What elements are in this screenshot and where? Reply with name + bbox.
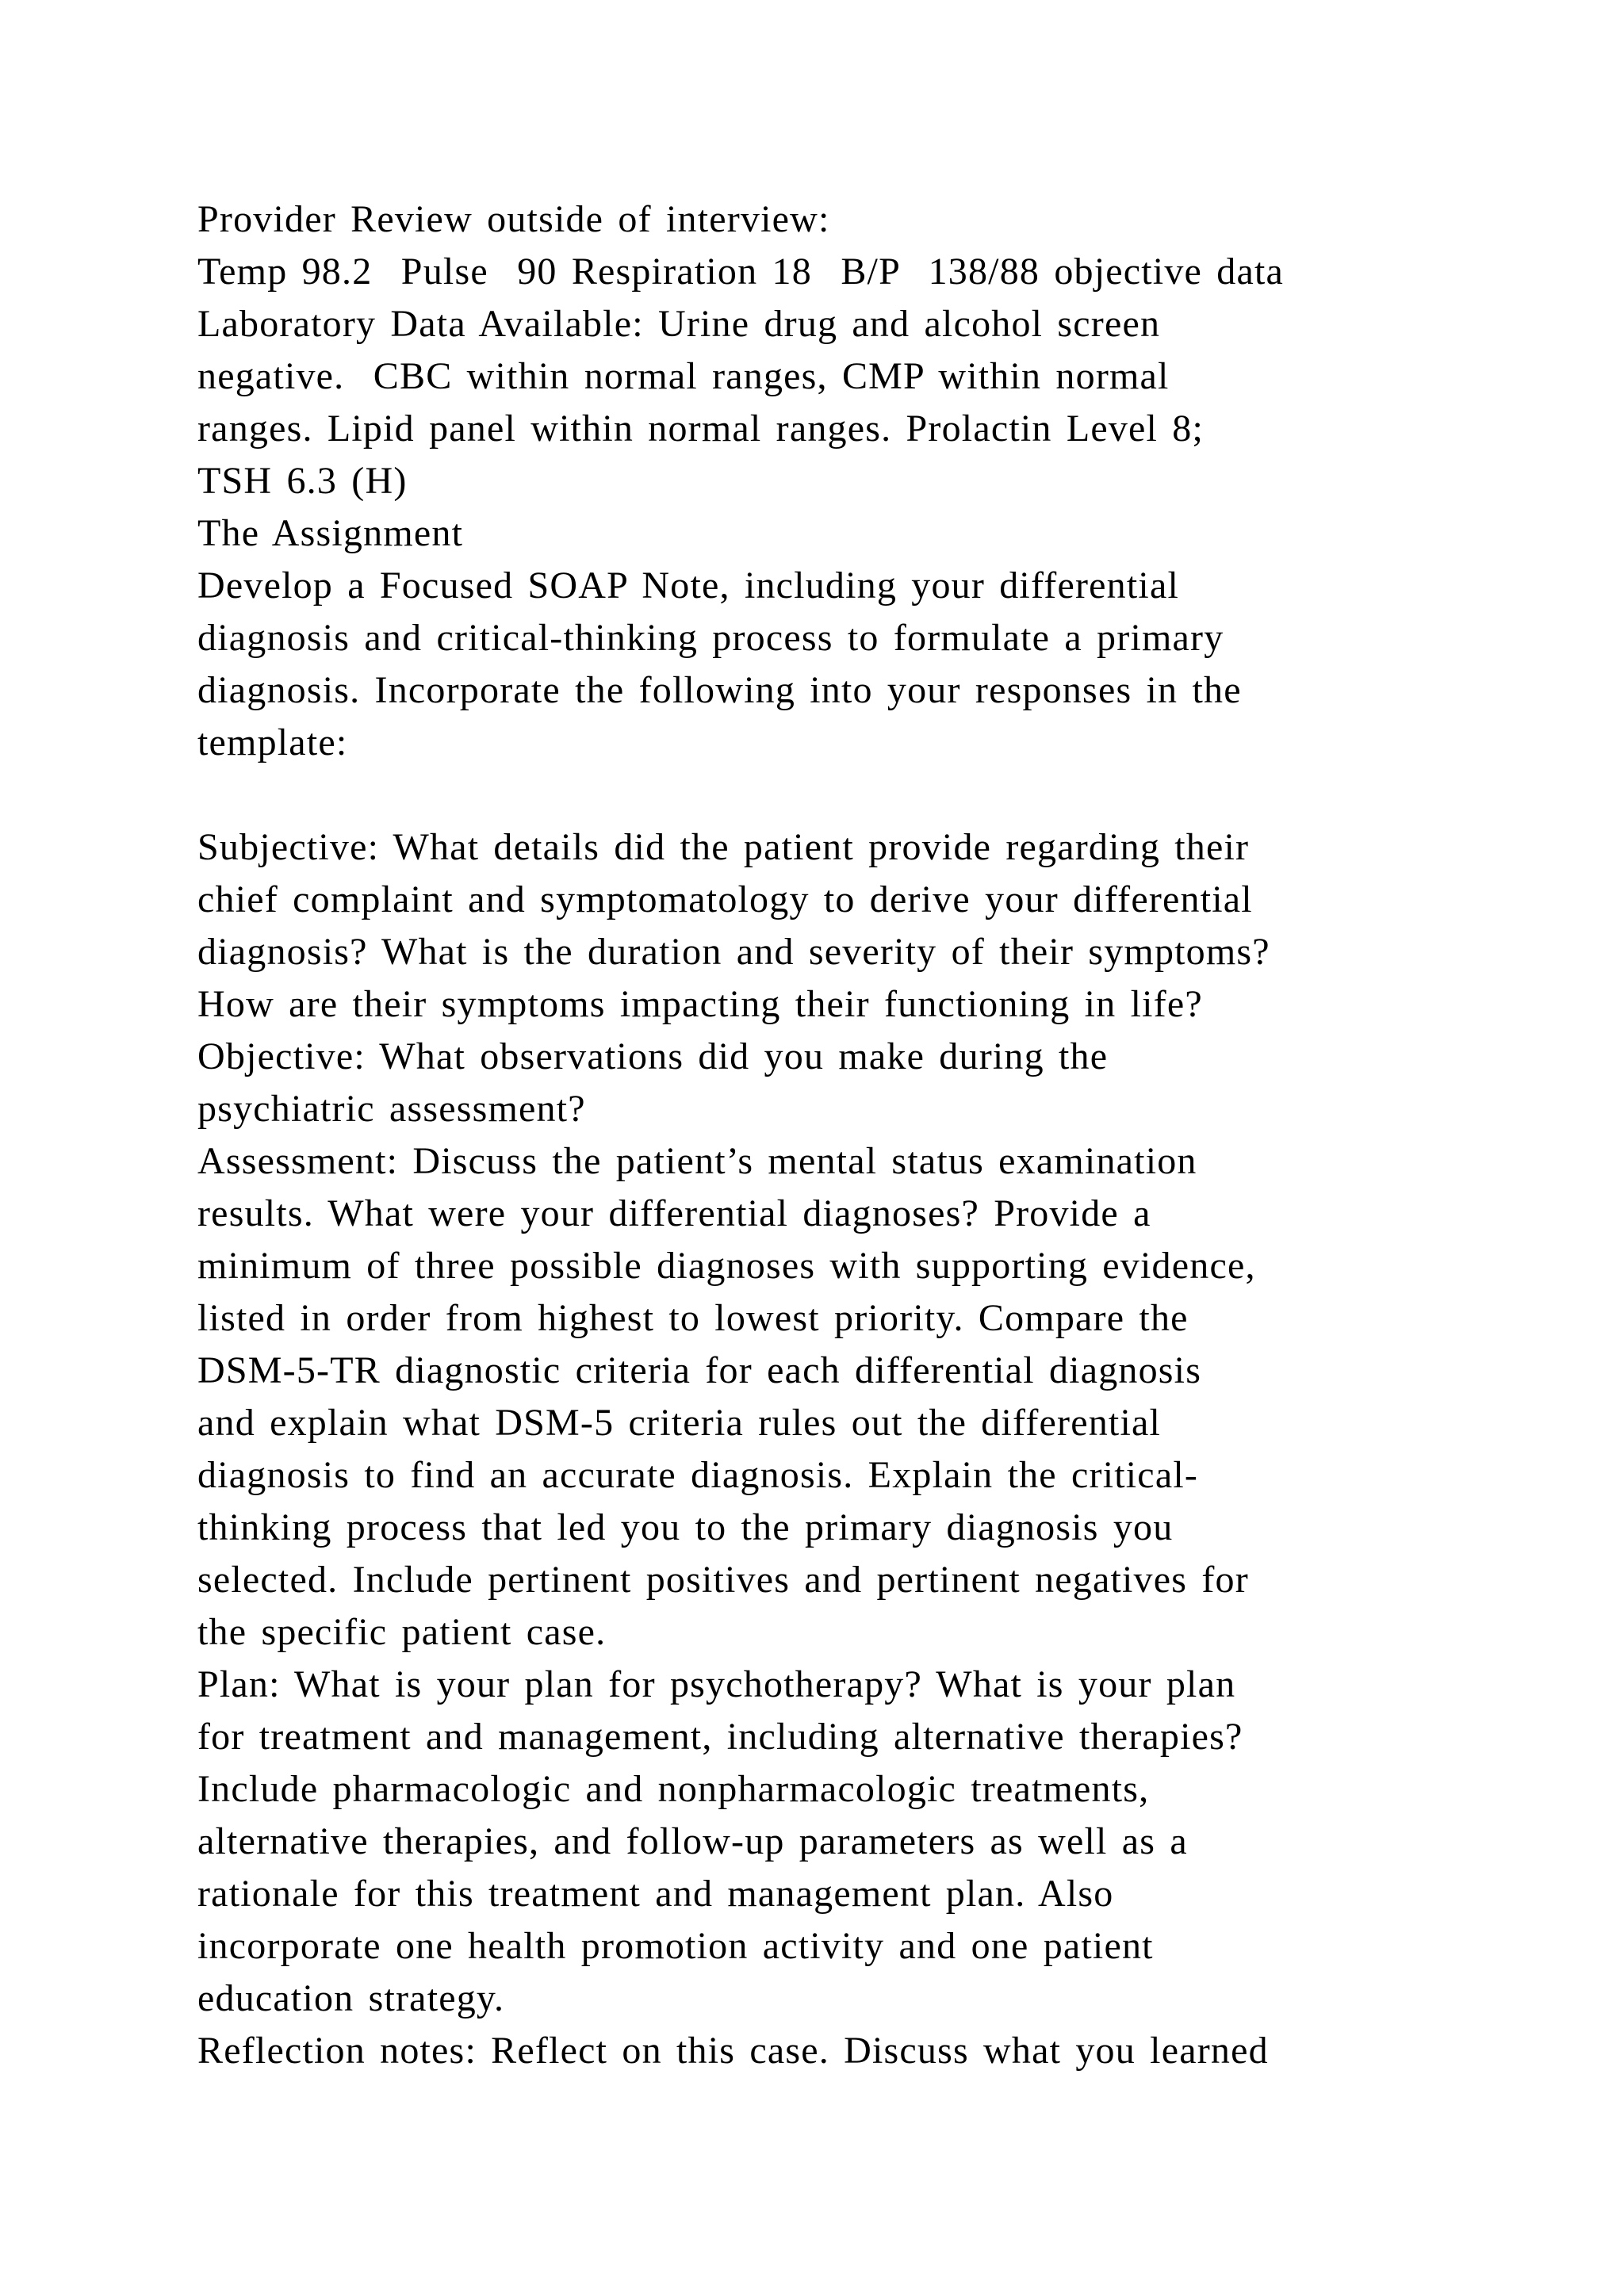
text-line: thinking process that led you to the primary diagnosis you bbox=[197, 1506, 1174, 1548]
text-line: listed in order from highest to lowest priority. Compare the bbox=[197, 1297, 1189, 1339]
text-line: ranges. Lipid panel within normal ranges. Prolactin Level 8; bbox=[197, 408, 1205, 450]
text-line: TSH 6.3 (H) bbox=[197, 460, 408, 502]
text-line: Develop a Focused SOAP Note, including your differential bbox=[197, 564, 1179, 607]
text-line: DSM-5-TR diagnostic criteria for each differential diagnosis bbox=[197, 1349, 1202, 1391]
text-line: incorporate one health promotion activity and one patient bbox=[197, 1925, 1154, 1967]
text-line: Subjective: What details did the patient provide regarding their bbox=[197, 826, 1250, 868]
text-line: chief complaint and symptomatology to derive your differential bbox=[197, 878, 1253, 920]
text-line: Include pharmacologic and nonpharmacologic treatments, bbox=[197, 1768, 1150, 1810]
text-line: for treatment and management, including alternative therapies? bbox=[197, 1716, 1243, 1758]
text-line: diagnosis to find an accurate diagnosis. Explain the critical- bbox=[197, 1454, 1199, 1496]
text-line: diagnosis and critical-thinking process to formulate a primary bbox=[197, 617, 1224, 659]
section-heading: The Assignment bbox=[197, 512, 464, 554]
text-line: Laboratory Data Available: Urine drug and alcohol screen bbox=[197, 303, 1161, 345]
text-line: selected. Include pertinent positives and pertinent negatives for bbox=[197, 1559, 1249, 1601]
text-line: Plan: What is your plan for psychotherapy? What is your plan bbox=[197, 1663, 1236, 1705]
text-line: Objective: What observations did you make during the bbox=[197, 1035, 1109, 1077]
text-line: minimum of three possible diagnoses with supporting evidence, bbox=[197, 1245, 1256, 1287]
text-line: the specific patient case. bbox=[197, 1611, 607, 1653]
text-line: Provider Review outside of interview: bbox=[197, 198, 830, 240]
text-line: template: bbox=[197, 721, 348, 763]
text-line: Assessment: Discuss the patient’s mental status examination bbox=[197, 1140, 1197, 1182]
text-line: diagnosis. Incorporate the following into your responses in the bbox=[197, 669, 1242, 711]
text-line: rationale for this treatment and management plan. Also bbox=[197, 1873, 1114, 1915]
blank-line bbox=[197, 769, 1506, 821]
text-line: and explain what DSM-5 criteria rules out the differential bbox=[197, 1402, 1162, 1444]
text-line: alternative therapies, and follow-up parameters as well as a bbox=[197, 1820, 1188, 1862]
text-line: Temp 98.2 Pulse 90 Respiration 18 B/P 138/88 objective data bbox=[197, 251, 1284, 293]
text-line: psychiatric assessment? bbox=[197, 1088, 586, 1130]
text-line: education strategy. bbox=[197, 1977, 505, 2019]
text-line: diagnosis? What is the duration and severity of their symptoms? bbox=[197, 931, 1270, 973]
text-line: negative. CBC within normal ranges, CMP within normal bbox=[197, 355, 1170, 397]
text-line: How are their symptoms impacting their functioning in life? bbox=[197, 983, 1203, 1025]
document-body bbox=[197, 193, 1506, 2077]
text-line: results. What were your differential diagnoses? Provide a bbox=[197, 1192, 1151, 1234]
text-line: Reflection notes: Reflect on this case. Discuss what you learned bbox=[197, 2030, 1269, 2072]
